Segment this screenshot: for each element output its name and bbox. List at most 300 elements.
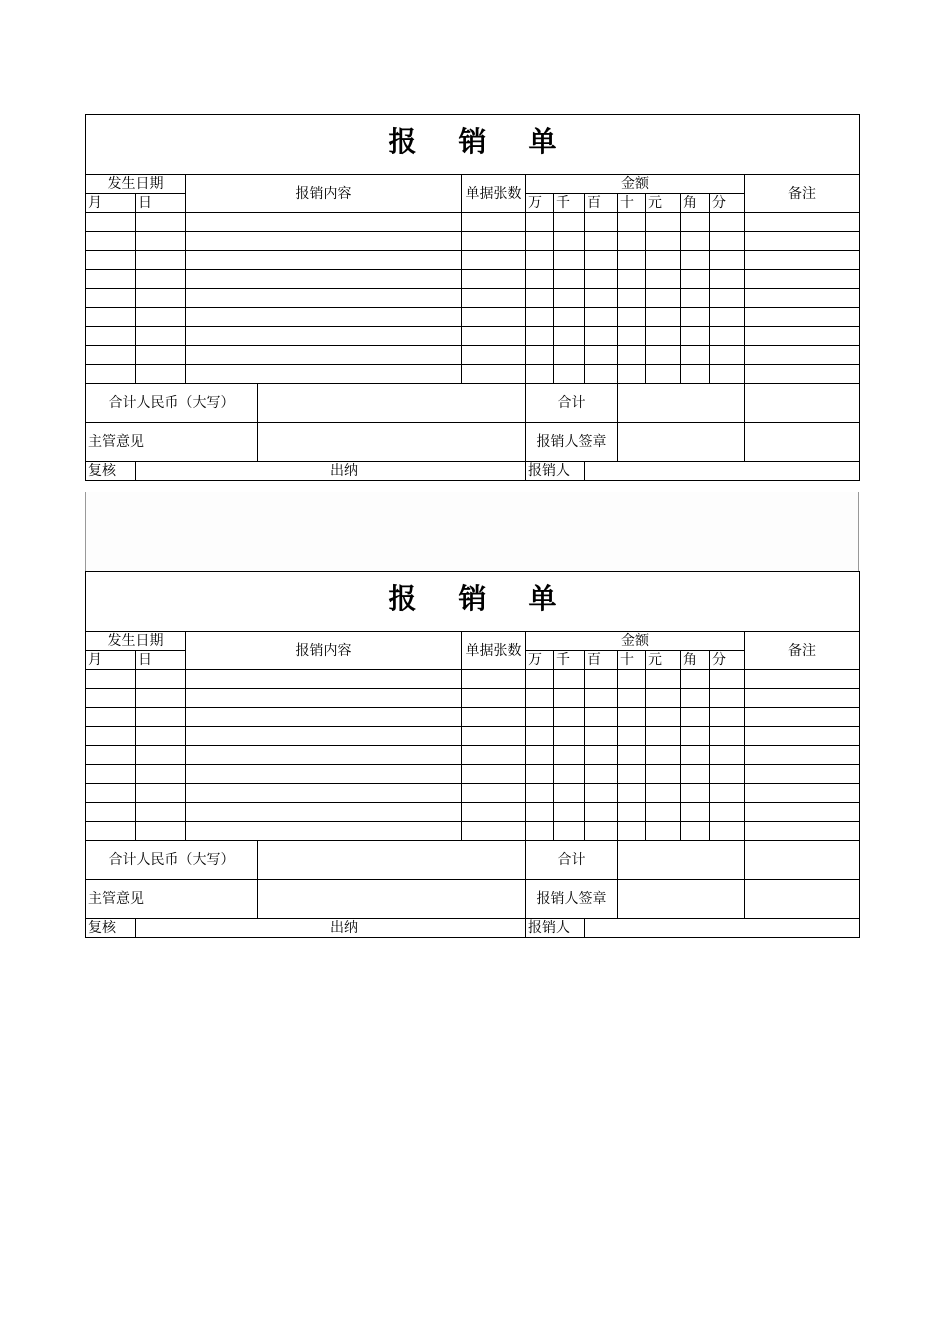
entry-row: [86, 803, 860, 822]
receipt-count-cell[interactable]: [462, 346, 526, 365]
digit-cell[interactable]: [646, 784, 681, 803]
digit-cell[interactable]: [526, 670, 554, 689]
digit-cell[interactable]: [585, 251, 618, 270]
digit-cell[interactable]: [618, 765, 646, 784]
receipt-count-cell[interactable]: [462, 746, 526, 765]
remark-cell[interactable]: [745, 708, 860, 727]
content-cell[interactable]: [186, 727, 462, 746]
receipt-count-cell[interactable]: [462, 270, 526, 289]
entry-row: [86, 689, 860, 708]
digit-cell[interactable]: [618, 708, 646, 727]
digit-header: 十: [618, 651, 646, 670]
day-cell[interactable]: [136, 308, 186, 327]
date-header: 发生日期: [86, 632, 186, 651]
form-separator: [85, 492, 859, 571]
digit-cell[interactable]: [618, 746, 646, 765]
digit-cell[interactable]: [618, 670, 646, 689]
rmb-upper-field[interactable]: [258, 841, 526, 880]
cashier-label: 出纳: [330, 920, 358, 936]
receipt-count-cell[interactable]: [462, 327, 526, 346]
digit-cell[interactable]: [618, 784, 646, 803]
signer-label: 报销人签章: [526, 423, 618, 462]
digit-cell[interactable]: [526, 346, 554, 365]
remark-cell[interactable]: [745, 670, 860, 689]
day-cell[interactable]: [136, 708, 186, 727]
title-char: 销: [458, 582, 487, 615]
reimbursement-form-1: [85, 114, 859, 481]
entry-row: [86, 232, 860, 251]
digit-cell[interactable]: [554, 365, 585, 384]
receipt-count-header: 单据张数: [462, 175, 526, 213]
digit-cell[interactable]: [526, 327, 554, 346]
total-field[interactable]: [618, 841, 745, 880]
digit-cell[interactable]: [646, 213, 681, 232]
remark-cell[interactable]: [745, 251, 860, 270]
rmb-upper-field[interactable]: [258, 384, 526, 423]
digit-cell[interactable]: [646, 346, 681, 365]
month-cell[interactable]: [86, 784, 136, 803]
digit-header: 百: [585, 651, 618, 670]
content-cell[interactable]: [186, 784, 462, 803]
entry-row: [86, 365, 860, 384]
digit-header: 分: [710, 194, 745, 213]
digit-cell[interactable]: [646, 765, 681, 784]
digit-cell[interactable]: [681, 327, 710, 346]
entry-row: [86, 822, 860, 841]
digit-cell[interactable]: [585, 346, 618, 365]
day-cell[interactable]: [136, 803, 186, 822]
receipt-count-cell[interactable]: [462, 708, 526, 727]
content-cell[interactable]: [186, 270, 462, 289]
remark-cell[interactable]: [745, 327, 860, 346]
receipt-count-cell[interactable]: [462, 213, 526, 232]
digit-cell[interactable]: [526, 289, 554, 308]
content-cell[interactable]: [186, 708, 462, 727]
digit-cell[interactable]: [681, 232, 710, 251]
day-cell[interactable]: [136, 251, 186, 270]
month-cell[interactable]: [86, 346, 136, 365]
digit-cell[interactable]: [710, 746, 745, 765]
month-cell[interactable]: [86, 232, 136, 251]
form-title: [86, 115, 860, 175]
day-cell[interactable]: [136, 289, 186, 308]
reimbursement-table: [85, 571, 860, 938]
digit-cell[interactable]: [585, 803, 618, 822]
digit-cell[interactable]: [681, 365, 710, 384]
content-cell[interactable]: [186, 822, 462, 841]
entry-row: [86, 251, 860, 270]
digit-cell[interactable]: [585, 727, 618, 746]
digit-cell[interactable]: [554, 289, 585, 308]
supervisor-field[interactable]: [258, 423, 526, 462]
day-header: 日: [136, 194, 186, 213]
month-cell[interactable]: [86, 689, 136, 708]
content-cell[interactable]: [186, 670, 462, 689]
digit-cell[interactable]: [710, 670, 745, 689]
entry-rows: [86, 213, 860, 384]
digit-cell[interactable]: [646, 289, 681, 308]
digit-cell[interactable]: [526, 746, 554, 765]
title-char: 单: [528, 582, 557, 615]
rmb-upper-label: 合计人民币（大写）: [86, 384, 258, 423]
date-header: 发生日期: [86, 175, 186, 194]
remark-cell[interactable]: [745, 689, 860, 708]
day-cell[interactable]: [136, 346, 186, 365]
receipt-count-cell[interactable]: [462, 689, 526, 708]
total-label: 合计: [526, 384, 618, 423]
remark-cell[interactable]: [745, 822, 860, 841]
review-field[interactable]: [136, 462, 462, 481]
digit-cell[interactable]: [681, 727, 710, 746]
digit-cell[interactable]: [554, 765, 585, 784]
day-cell[interactable]: [136, 689, 186, 708]
content-cell[interactable]: [186, 765, 462, 784]
digit-cell[interactable]: [526, 365, 554, 384]
digit-cell[interactable]: [710, 213, 745, 232]
digit-cell[interactable]: [585, 327, 618, 346]
month-cell[interactable]: [86, 251, 136, 270]
day-cell[interactable]: [136, 327, 186, 346]
digit-cell[interactable]: [710, 232, 745, 251]
digit-cell[interactable]: [618, 689, 646, 708]
digit-cell[interactable]: [681, 765, 710, 784]
digit-cell[interactable]: [554, 327, 585, 346]
remark-cell[interactable]: [745, 803, 860, 822]
day-cell[interactable]: [136, 822, 186, 841]
receipt-count-header: 单据张数: [462, 632, 526, 670]
receipt-count-cell[interactable]: [462, 670, 526, 689]
day-header: 日: [136, 651, 186, 670]
digit-cell[interactable]: [646, 308, 681, 327]
digit-cell[interactable]: [585, 822, 618, 841]
digit-cell[interactable]: [710, 822, 745, 841]
content-cell[interactable]: [186, 308, 462, 327]
digit-cell[interactable]: [710, 765, 745, 784]
digit-cell[interactable]: [526, 251, 554, 270]
digit-header: 千: [554, 194, 585, 213]
remark-cell[interactable]: [745, 765, 860, 784]
digit-cell[interactable]: [646, 670, 681, 689]
entry-row: [86, 270, 860, 289]
digit-cell[interactable]: [710, 727, 745, 746]
remark-cell[interactable]: [745, 213, 860, 232]
claimant-label: 报销人: [526, 462, 585, 481]
digit-header: 万: [526, 651, 554, 670]
remark-cell[interactable]: [745, 727, 860, 746]
content-cell[interactable]: [186, 803, 462, 822]
digit-cell[interactable]: [554, 346, 585, 365]
remark-cell[interactable]: [745, 784, 860, 803]
digit-cell[interactable]: [710, 365, 745, 384]
entry-row: [86, 708, 860, 727]
supervisor-label: 主管意见: [86, 880, 258, 919]
receipt-count-cell[interactable]: [462, 803, 526, 822]
entry-row: [86, 765, 860, 784]
digit-cell[interactable]: [681, 346, 710, 365]
digit-cell[interactable]: [585, 232, 618, 251]
digit-cell[interactable]: [585, 708, 618, 727]
digit-cell[interactable]: [681, 689, 710, 708]
entry-rows: [86, 670, 860, 841]
digit-cell[interactable]: [710, 346, 745, 365]
digit-cell[interactable]: [681, 822, 710, 841]
digit-cell[interactable]: [646, 689, 681, 708]
digit-cell[interactable]: [618, 822, 646, 841]
day-cell[interactable]: [136, 727, 186, 746]
digit-cell[interactable]: [681, 803, 710, 822]
digit-cell[interactable]: [710, 708, 745, 727]
month-header: 月: [86, 194, 136, 213]
digit-cell[interactable]: [554, 727, 585, 746]
digit-cell[interactable]: [681, 784, 710, 803]
digit-cell[interactable]: [646, 365, 681, 384]
digit-cell[interactable]: [646, 746, 681, 765]
digit-cell[interactable]: [526, 689, 554, 708]
digit-header: 角: [681, 194, 710, 213]
digit-cell[interactable]: [554, 670, 585, 689]
day-cell[interactable]: [136, 765, 186, 784]
content-cell[interactable]: [186, 251, 462, 270]
entry-row: [86, 670, 860, 689]
digit-cell[interactable]: [554, 270, 585, 289]
claimant-label: 报销人: [526, 919, 585, 938]
month-cell[interactable]: [86, 822, 136, 841]
digit-cell[interactable]: [618, 803, 646, 822]
digit-cell[interactable]: [526, 765, 554, 784]
signer-field[interactable]: [618, 880, 745, 919]
digit-header: 百: [585, 194, 618, 213]
month-header: 月: [86, 651, 136, 670]
review-label: 复核: [86, 919, 136, 938]
digit-cell[interactable]: [554, 232, 585, 251]
supervisor-label: 主管意见: [86, 423, 258, 462]
digit-cell[interactable]: [526, 822, 554, 841]
amount-header: 金额: [526, 175, 745, 194]
day-cell[interactable]: [136, 670, 186, 689]
day-cell[interactable]: [136, 746, 186, 765]
remark-cell[interactable]: [745, 270, 860, 289]
month-cell[interactable]: [86, 327, 136, 346]
remark-cell[interactable]: [745, 232, 860, 251]
digit-header: 千: [554, 651, 585, 670]
receipt-count-cell[interactable]: [462, 308, 526, 327]
digit-cell[interactable]: [585, 213, 618, 232]
content-cell[interactable]: [186, 232, 462, 251]
digit-cell[interactable]: [710, 327, 745, 346]
rmb-upper-label: 合计人民币（大写）: [86, 841, 258, 880]
digit-cell[interactable]: [681, 308, 710, 327]
digit-cell[interactable]: [526, 784, 554, 803]
title-char: 销: [458, 125, 487, 158]
digit-header: 分: [710, 651, 745, 670]
digit-cell[interactable]: [646, 270, 681, 289]
remark-header: 备注: [745, 632, 860, 670]
form-title: [86, 572, 860, 632]
total-label: 合计: [526, 841, 618, 880]
digit-cell[interactable]: [681, 670, 710, 689]
month-cell[interactable]: [86, 670, 136, 689]
receipt-count-cell[interactable]: [462, 765, 526, 784]
digit-cell[interactable]: [554, 822, 585, 841]
digit-cell[interactable]: [646, 327, 681, 346]
digit-cell[interactable]: [585, 784, 618, 803]
digit-cell[interactable]: [526, 308, 554, 327]
title-char: 报: [388, 125, 417, 158]
month-cell[interactable]: [86, 270, 136, 289]
cashier-field[interactable]: [462, 919, 526, 938]
entry-row: [86, 746, 860, 765]
digit-cell[interactable]: [618, 213, 646, 232]
digit-cell[interactable]: [646, 822, 681, 841]
total-remark-field[interactable]: [745, 841, 860, 880]
digit-cell[interactable]: [554, 251, 585, 270]
content-cell[interactable]: [186, 746, 462, 765]
receipt-count-cell[interactable]: [462, 365, 526, 384]
remark-header: 备注: [745, 175, 860, 213]
digit-cell[interactable]: [526, 708, 554, 727]
signer-remark-field[interactable]: [745, 423, 860, 462]
digit-cell[interactable]: [646, 727, 681, 746]
day-cell[interactable]: [136, 270, 186, 289]
digit-cell[interactable]: [618, 727, 646, 746]
digit-cell[interactable]: [585, 365, 618, 384]
digit-cell[interactable]: [618, 270, 646, 289]
content-header: 报销内容: [186, 175, 462, 213]
digit-cell[interactable]: [585, 289, 618, 308]
digit-cell[interactable]: [710, 784, 745, 803]
digit-cell[interactable]: [585, 270, 618, 289]
remark-cell[interactable]: [745, 346, 860, 365]
content-header: 报销内容: [186, 632, 462, 670]
month-cell[interactable]: [86, 765, 136, 784]
receipt-count-cell[interactable]: [462, 822, 526, 841]
digit-cell[interactable]: [618, 365, 646, 384]
digit-cell[interactable]: [526, 270, 554, 289]
digit-cell[interactable]: [554, 708, 585, 727]
digit-cell[interactable]: [554, 784, 585, 803]
digit-cell[interactable]: [681, 213, 710, 232]
digit-cell[interactable]: [585, 670, 618, 689]
digit-cell[interactable]: [681, 270, 710, 289]
digit-cell[interactable]: [618, 308, 646, 327]
month-cell[interactable]: [86, 803, 136, 822]
digit-cell[interactable]: [526, 727, 554, 746]
entry-row: [86, 327, 860, 346]
month-cell[interactable]: [86, 213, 136, 232]
digit-cell[interactable]: [526, 213, 554, 232]
total-remark-field[interactable]: [745, 384, 860, 423]
digit-cell[interactable]: [554, 308, 585, 327]
content-cell[interactable]: [186, 213, 462, 232]
receipt-count-cell[interactable]: [462, 727, 526, 746]
signer-field[interactable]: [618, 423, 745, 462]
entry-row: [86, 346, 860, 365]
digit-cell[interactable]: [554, 689, 585, 708]
digit-cell[interactable]: [585, 308, 618, 327]
digit-cell[interactable]: [646, 708, 681, 727]
receipt-count-cell[interactable]: [462, 289, 526, 308]
review-field[interactable]: [136, 919, 462, 938]
content-cell[interactable]: [186, 346, 462, 365]
reimbursement-table: [85, 114, 860, 481]
digit-cell[interactable]: [585, 765, 618, 784]
digit-cell[interactable]: [585, 746, 618, 765]
month-cell[interactable]: [86, 308, 136, 327]
digit-cell[interactable]: [618, 251, 646, 270]
claimant-field[interactable]: [585, 919, 860, 938]
digit-cell[interactable]: [618, 289, 646, 308]
receipt-count-cell[interactable]: [462, 784, 526, 803]
day-cell[interactable]: [136, 232, 186, 251]
cashier-field[interactable]: [462, 462, 526, 481]
entry-row: [86, 784, 860, 803]
digit-cell[interactable]: [710, 289, 745, 308]
digit-cell[interactable]: [618, 232, 646, 251]
review-label: 复核: [86, 462, 136, 481]
claimant-field[interactable]: [585, 462, 860, 481]
digit-cell[interactable]: [710, 270, 745, 289]
receipt-count-cell[interactable]: [462, 251, 526, 270]
receipt-count-cell[interactable]: [462, 232, 526, 251]
day-cell[interactable]: [136, 213, 186, 232]
total-field[interactable]: [618, 384, 745, 423]
content-cell[interactable]: [186, 689, 462, 708]
supervisor-field[interactable]: [258, 880, 526, 919]
digit-cell[interactable]: [526, 803, 554, 822]
digit-cell[interactable]: [554, 213, 585, 232]
digit-cell[interactable]: [710, 803, 745, 822]
remark-cell[interactable]: [745, 289, 860, 308]
month-cell[interactable]: [86, 365, 136, 384]
signer-label: 报销人签章: [526, 880, 618, 919]
digit-cell[interactable]: [646, 251, 681, 270]
digit-cell[interactable]: [681, 251, 710, 270]
digit-cell[interactable]: [710, 689, 745, 708]
day-cell[interactable]: [136, 365, 186, 384]
digit-cell[interactable]: [646, 232, 681, 251]
digit-cell[interactable]: [710, 308, 745, 327]
remark-cell[interactable]: [745, 308, 860, 327]
content-cell[interactable]: [186, 365, 462, 384]
digit-cell[interactable]: [554, 803, 585, 822]
content-cell[interactable]: [186, 327, 462, 346]
digit-cell[interactable]: [681, 746, 710, 765]
digit-cell[interactable]: [554, 746, 585, 765]
signer-remark-field[interactable]: [745, 880, 860, 919]
month-cell[interactable]: [86, 727, 136, 746]
digit-cell[interactable]: [646, 803, 681, 822]
title-char: 单: [528, 125, 557, 158]
digit-header: 元: [646, 651, 681, 670]
digit-cell[interactable]: [710, 251, 745, 270]
content-cell[interactable]: [186, 289, 462, 308]
amount-header: 金额: [526, 632, 745, 651]
digit-cell[interactable]: [681, 289, 710, 308]
entry-row: [86, 308, 860, 327]
month-cell[interactable]: [86, 708, 136, 727]
remark-cell[interactable]: [745, 365, 860, 384]
month-cell[interactable]: [86, 289, 136, 308]
digit-cell[interactable]: [618, 327, 646, 346]
day-cell[interactable]: [136, 784, 186, 803]
digit-cell[interactable]: [526, 232, 554, 251]
digit-cell[interactable]: [585, 689, 618, 708]
month-cell[interactable]: [86, 746, 136, 765]
digit-header: 角: [681, 651, 710, 670]
remark-cell[interactable]: [745, 746, 860, 765]
digit-cell[interactable]: [618, 346, 646, 365]
digit-cell[interactable]: [681, 708, 710, 727]
